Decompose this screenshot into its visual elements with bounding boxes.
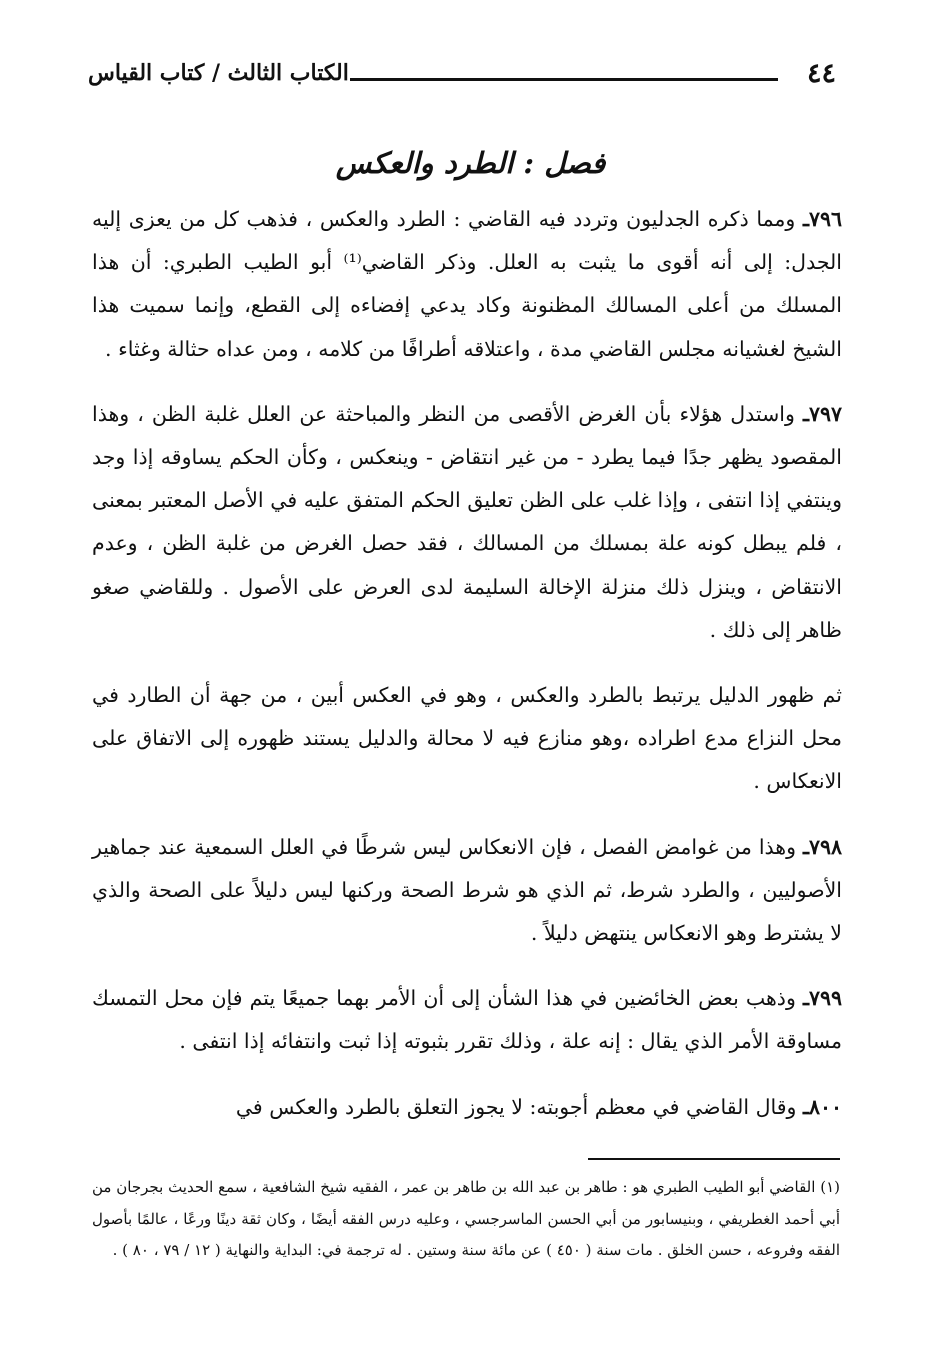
paragraph-text: وقال القاضي في معظم أجوبته: لا يجوز التعلق بالطرد والعكس في [235, 1094, 803, 1119]
paragraph-797 [92, 393, 842, 652]
header-rule [350, 78, 778, 81]
paragraph-text: ومما ذكره الجدليون وتردد فيه القاضي : الطرد والعكس ، فذهب كل من يعزى إليه الجدل: إلى أنه أقوى ما يثبت به العلل. وذكر القاضي⁽¹⁾ أبو الطيب الطبري: أن هذا المسلك من أعلى المسالك المظنونة وكاد يدعي إفضاءه إلى القطع، وإنما سميت هذا الشيخ لغشيانه مجلس القاضي مدة ، واعتلاقه أطرافًا من كلامه ، ومن عداه حثالة وغثاء . [92, 207, 843, 361]
footnote: (١) القاضي أبو الطيب الطبري هو : طاهر بن عبد الله بن طاهر بن عمر ، الفقيه شيخ الشافعية ، سمع الحديث بجرجان من أبي أحمد الغطريفي ، وبنيسابور من أبي الحسن الماسرجسي ، وعليه درس الفقه أيضًا ، وكان ثقة دينًا ورعًا ، عالمًا بأصول الفقه وفروعه ، حسن الخلق . مات سنة ( ٤٥٠ ) عن مائة سنة وستين . له ترجمة في: البداية والنهاية ( ١٢ / ٧٩ ، ٨٠ ) . [92, 1178, 840, 1259]
paragraph-text: وذهب بعض الخائضين في هذا الشأن إلى أن الأمر بهما جميعًا يتم فإن محل التمسك مساوقة الأمر الذي يقال : إنه علة ، وذلك تقرر بثبوته إذا ثبت وانتفائه إذا انتفى . [92, 986, 842, 1054]
paragraph-number: ٨٠٠ـ [802, 1094, 842, 1119]
paragraph-796 [92, 198, 842, 371]
section-title: فصل : الطرد والعكس [335, 146, 606, 180]
paragraph-continuation [92, 674, 842, 804]
paragraph-798 [92, 826, 842, 956]
page-header [88, 58, 836, 102]
paragraph-number: ٧٩٧ـ [802, 401, 842, 426]
paragraph-799 [92, 977, 842, 1063]
paragraph-text: واستدل هؤلاء بأن الغرض الأقصى من النظر والمباحثة عن العلل غلبة الظن ، وهذا المقصود يظهر جدًا فيما يطرد - من غير انتقاض - وينعكس ، وكأن الحكم يساوقه إذا وجد وينتفي إذا انتفى ، وإذا غلب على الظن تعليق الحكم المتفق عليه في الأصل المعتبر بمعنى ، فلم يبطل كونه علة بمسلك من المسالك ، فقد حصل الغرض من غلبة الظن ، وعدم الانتقاض ، وينزل ذلك منزلة الإخالة السليمة لدى العرض على الأصول . وللقاضي صغو ظاهر إلى ذلك . [92, 401, 842, 642]
body-text [92, 198, 842, 1151]
running-head: الكتاب الثالث / كتاب القياس [88, 60, 349, 86]
paragraph-number: ٧٩٩ـ [802, 986, 842, 1011]
paragraph-text: وهذا من غوامض الفصل ، فإن الانعكاس ليس شرطًا في العلل السمعية عند جماهير الأصوليين ، والطرد شرط، ثم الذي هو شرط الصحة وركنها ليس دليلاً على الصحة والذي لا يشترط وهو الانعكاس ينتهض دليلاً . [92, 834, 842, 946]
paragraph-number: ٧٩٨ـ [802, 834, 842, 859]
paragraph-text: ثم ظهور الدليل يرتبط بالطرد والعكس ، وهو في العكس أبين ، من جهة أن الطارد في محل النزاع مدع اطراده ،وهو منازع فيه لا محالة والدليل يستند ظهوره إلى الاتفاق على الانعكاس . [92, 683, 842, 794]
page-number: ٤٤ [806, 58, 836, 89]
footnote-rule [588, 1158, 840, 1160]
paragraph-800 [92, 1086, 842, 1129]
paragraph-number: ٧٩٦ـ [802, 207, 842, 231]
